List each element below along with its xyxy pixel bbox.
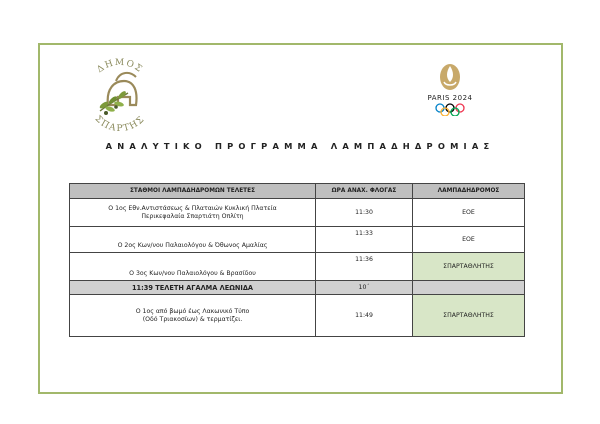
- logo-text-bottom: ΣΠΑΡΤΗΣ: [92, 114, 148, 133]
- table-header-row: [70, 184, 525, 199]
- station-cell: [70, 295, 316, 337]
- table-row: [70, 253, 525, 281]
- station-line: Ο 1ος από βωμό έως Λακωνικό Τύπο: [135, 307, 250, 315]
- time-cell: 11:30: [316, 199, 413, 227]
- time-cell: 11:36: [316, 253, 413, 281]
- olympic-rings-icon: [436, 104, 464, 116]
- runner-cell: [413, 281, 525, 295]
- svg-text:ΔΗΜΟΣ: [95, 58, 144, 75]
- station-line: Ο 1ος Εθν.Αντιστάσεως & Πλαταιών Κυκλική Πλατεία: [108, 204, 277, 212]
- station-cell: [70, 199, 316, 227]
- table-row: [70, 227, 525, 253]
- table-row-ceremony: [70, 281, 525, 295]
- paris-2024-logo: [410, 60, 490, 116]
- station-line: (Οδό Τριακοσίων) & τερματίζει.: [142, 315, 243, 323]
- station-line: Περικεφαλαία Σπαρτιάτη Οπλίτη: [141, 212, 244, 220]
- svg-text:ΣΠΑΡΤΗΣ: [93, 114, 148, 133]
- time-cell: 11:49: [316, 295, 413, 337]
- table-row: [70, 199, 525, 227]
- torch-relay-table: [69, 183, 525, 337]
- ceremony-cell: 11:39 ΤΕΛΕΤΗ ΑΓΑΛΜΑ ΛΕΩΝΙΔΑ: [70, 281, 316, 295]
- document-title: ΑΝΑΛΥΤΙΚΟ ΠΡΟΓΡΑΜΜΑ ΛΑΜΠΑΔΗΔΡΟΜΙΑΣ: [105, 141, 495, 151]
- logo-text-top: ΔΗΜΟΣ: [95, 57, 145, 76]
- runner-cell: ΕΟΕ: [413, 227, 525, 253]
- time-cell: 10΄: [316, 281, 413, 295]
- table-row: [70, 295, 525, 337]
- column-header-runner: ΛΑΜΠΑΔΗΔΡΟΜΟΣ: [413, 184, 525, 199]
- station-cell: Ο 3ος Κων/νου Παλαιολόγου & Βρασίδου: [70, 253, 316, 281]
- station-cell: Ο 2ος Κων/νου Παλαιολόγου & Όθωνος Αμαλίας: [70, 227, 316, 253]
- column-header-stations: ΣΤΑΘΜΟΙ ΛΑΜΠΑΔΗΔΡΟΜΩΝ ΤΕΛΕΤΕΣ: [70, 184, 316, 199]
- runner-cell: ΣΠΑΡΤΑΘΛΗΤΗΣ: [413, 295, 525, 337]
- paris-logo-text: PARIS 2024: [427, 94, 473, 102]
- runner-cell: ΕΟΕ: [413, 199, 525, 227]
- municipality-logo: [80, 53, 160, 133]
- time-cell: 11:33: [316, 227, 413, 253]
- runner-cell: ΣΠΑΡΤΑΘΛΗΤΗΣ: [413, 253, 525, 281]
- column-header-time: ΩΡΑ ΑΝΑΧ. ΦΛΟΓΑΣ: [316, 184, 413, 199]
